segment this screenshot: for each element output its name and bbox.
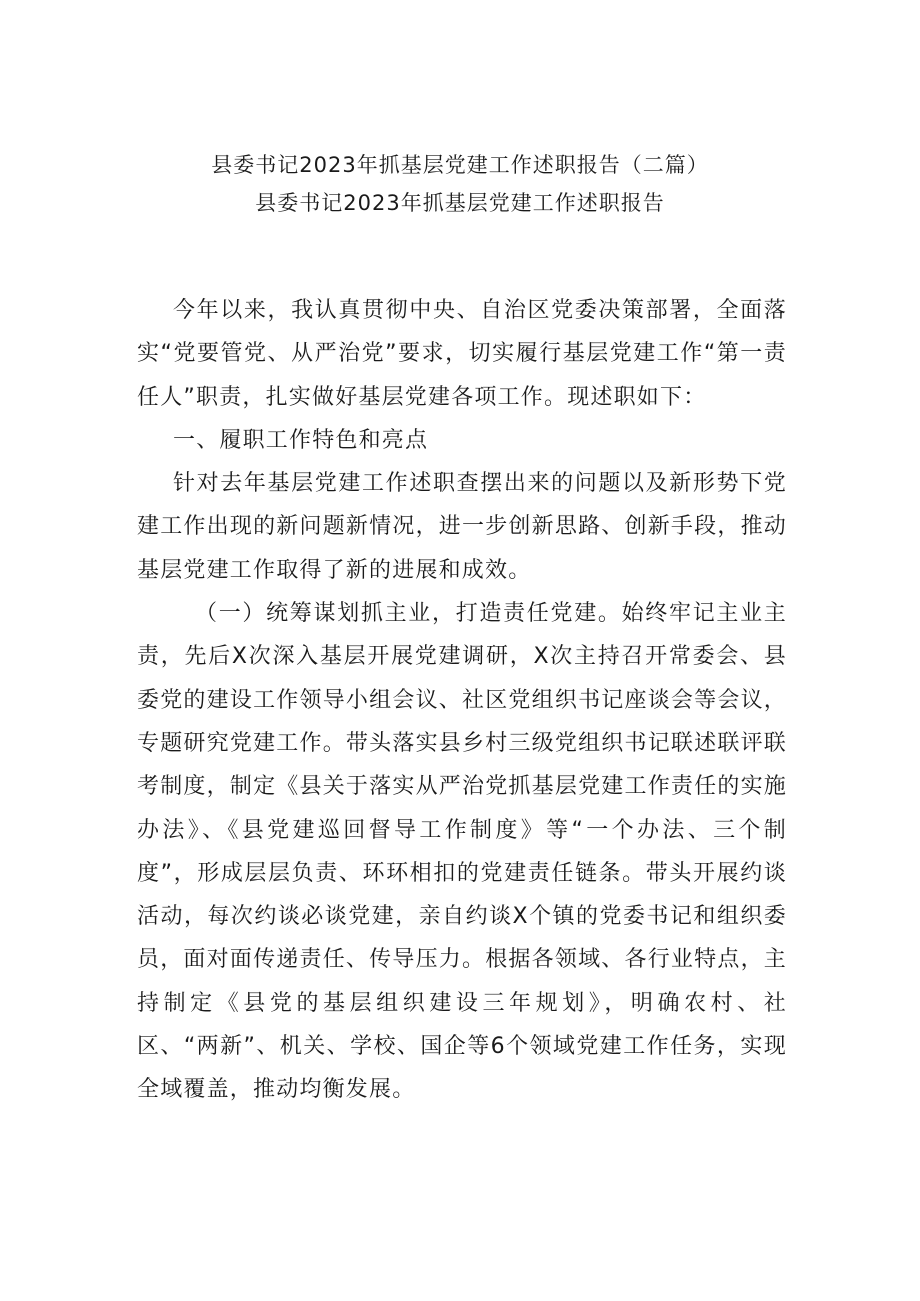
document-title-line1: 县委书记2023年抓基层党建工作述职报告（二篇） <box>211 153 709 177</box>
paragraph-section-intro: 针对去年基层党建工作述职查摆出来的问题以及新形势下党建工作出现的新问题新情况，进一步创新思路、创新手段，推动基层党建工作取得了新的进展和成效。 <box>137 471 787 583</box>
document-title-line2: 县委书记2023年抓基层党建工作述职报告 <box>255 191 665 215</box>
section-heading: 一、履职工作特色和亮点 <box>173 427 429 453</box>
paragraph-intro: 今年以来，我认真贯彻中央、自治区党委决策部署，全面落实“党要管党、从严治党”要求，切实履行基层党建工作“第一责任人”职责，扎实做好基层党建各项工作。现述职如下： <box>137 298 787 410</box>
document-body <box>137 289 787 1112</box>
paragraph-subsection-1: （一）统筹谋划抓主业，打造责任党建。始终牢记主业主责，先后X次深入基层开展党建调研，X次主持召开常委会、县委党的建设工作领导小组会议、社区党组织书记座谈会等会议，专题研究党建工作。带头落实县乡村三级党组织书记联述联评联考制度，制定《县关于落实从严治党抓基层党建工作责任的实施办法》、《县党建巡回督导工作制度》等“一个办法、三个制度”，形成层层负责、环环相扣的党建责任链条。带头开展约谈活动，每次约谈必谈党建，亲自约谈X个镇的党委书记和组织委员，面对面传递责任、传导压力。根据各领域、各行业特点，主持制定《县党的基层组织建设三年规划》，明确农村、社区、“两新”、机关、学校、国企等6个领域党建工作任务，实现全域覆盖，推动均衡发展。 <box>137 601 787 1103</box>
